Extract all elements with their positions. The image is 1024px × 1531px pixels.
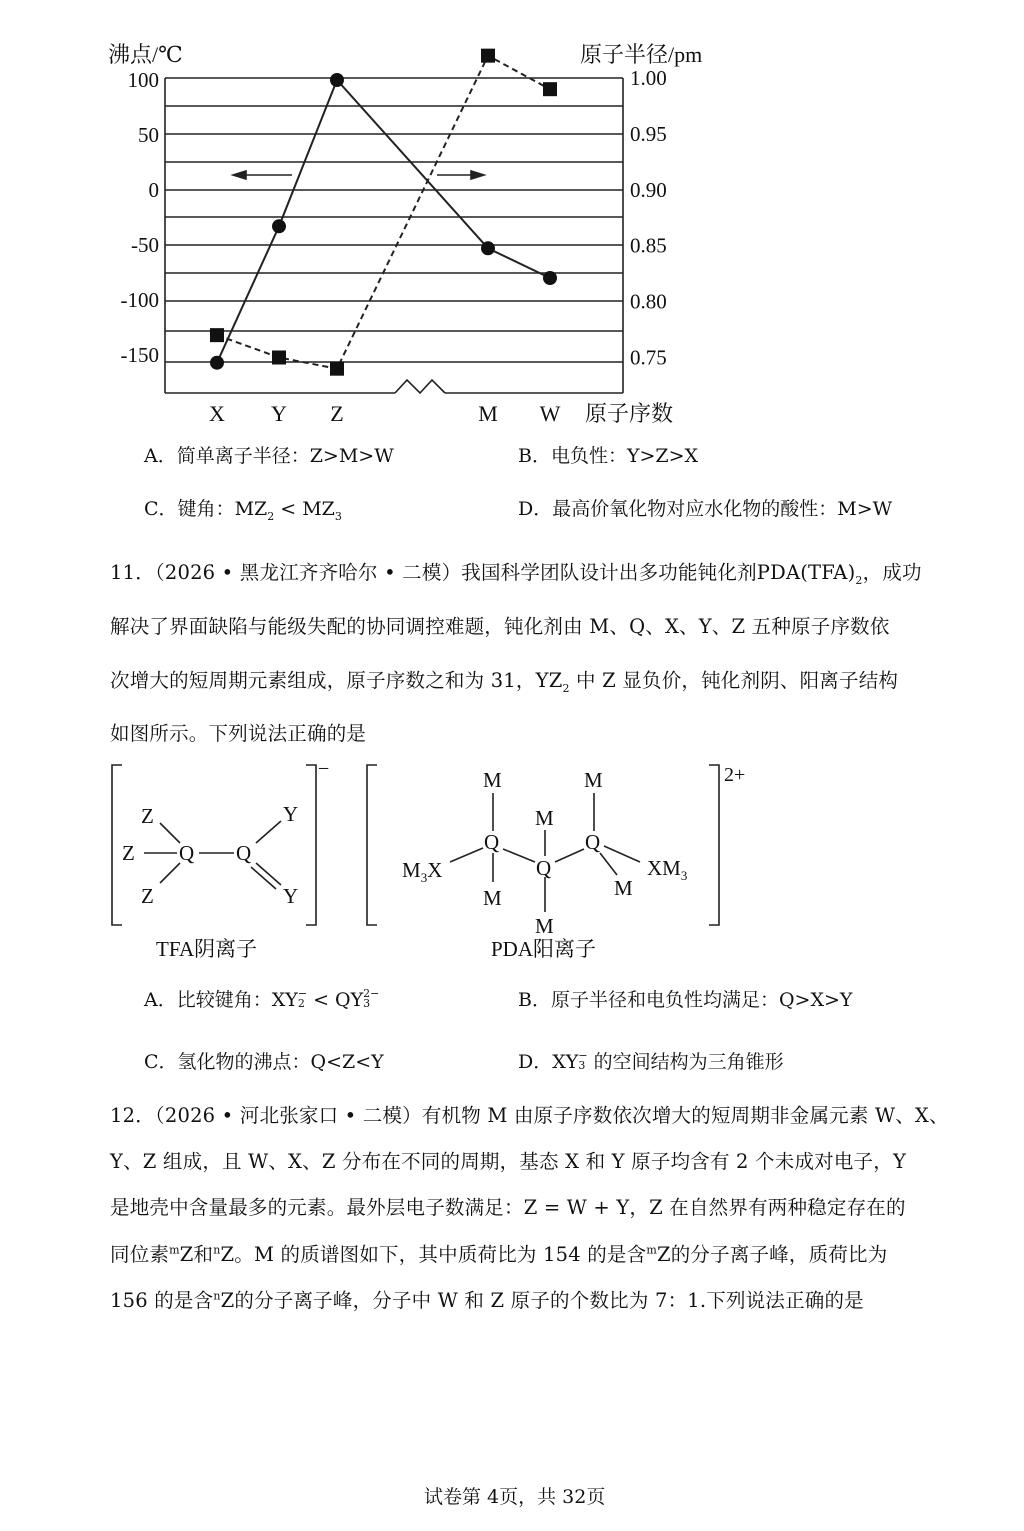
- atom-m: M: [483, 768, 502, 792]
- q10-option-a[interactable]: A．简单离子半径：Z>M>W: [144, 445, 394, 467]
- ytick-left-label: -50: [131, 233, 159, 257]
- page-footer: 试卷第 4页，共 32页: [424, 1486, 606, 1508]
- boiling-point-marker-z: [330, 73, 344, 87]
- boiling-point-marker-y: [272, 219, 286, 233]
- arrow-right-head: [471, 171, 484, 179]
- ion-structure-diagram: [0, 755, 1024, 970]
- chart-gridlines: [165, 78, 623, 362]
- q11-stem-line3: 次增大的短周期元素组成，原子序数之和为 31，$YZ_2$ 中 Z 显负价，钝化剂阴、阳离子结构: [110, 669, 899, 695]
- atom-m: M: [483, 886, 502, 910]
- q12-stem-line4: 同位素$^m$Z和$^n$Z。M 的质谱图如下，其中质荷比为 154 的是含$^m$Z的分子离子峰，质荷比为: [110, 1243, 888, 1266]
- atom-z: Z: [122, 841, 135, 865]
- anion-label: TFA阴离子: [156, 937, 258, 961]
- atom-m: M: [535, 806, 554, 830]
- q11-option-c[interactable]: C．氢化物的沸点：Q<Z<Y: [144, 1051, 384, 1073]
- q10-option-c[interactable]: C．键角：$MZ_2 < MZ_3$: [144, 498, 342, 523]
- atom-m: M: [614, 876, 633, 900]
- ytick-right-label: 0.85: [630, 233, 667, 258]
- boiling-point-marker-w: [543, 271, 557, 285]
- q11-stem-line4: 如图所示。下列说法正确的是: [110, 722, 367, 745]
- radius-marker-x: [210, 328, 224, 342]
- boiling-point-radius-chart: [0, 0, 1024, 440]
- atom-m: M: [584, 768, 603, 792]
- ytick-right-label: 0.95: [630, 121, 667, 146]
- q12-stem-line5: 156 的是含$^n$Z的分子离子峰，分子中 W 和 Z 原子的个数比为 7：1.下列说法正确的是: [110, 1289, 864, 1312]
- arrow-left-head: [233, 171, 246, 179]
- boiling-point-line: [217, 80, 550, 363]
- q11-option-b[interactable]: B．原子半径和电负性均满足：Q>X>Y: [518, 989, 853, 1011]
- ytick-right-label: 0.90: [630, 177, 667, 202]
- ytick-right-label: 0.80: [630, 289, 667, 314]
- ytick-left-label: -100: [120, 288, 159, 312]
- xtick-label-y: Y: [271, 401, 287, 426]
- atomic-radius-line: [217, 56, 550, 369]
- ytick-left-label: 50: [138, 123, 159, 147]
- group-m3x: $M_3X$: [402, 858, 443, 885]
- atom-y: Y: [283, 884, 299, 908]
- ytick-right-label: 0.75: [630, 345, 667, 370]
- radius-marker-w: [543, 82, 557, 96]
- cation-charge: 2+: [724, 764, 746, 786]
- xtick-label-x: X: [209, 401, 225, 426]
- chart-ylabel-left: 沸点/℃: [108, 42, 183, 67]
- xtick-label-m: M: [478, 401, 498, 426]
- boiling-point-marker-x: [210, 356, 224, 370]
- q11-option-a[interactable]: A．比较键角：XY − 2 < QY 2− 3: [144, 987, 380, 1011]
- chart-xticks: [209, 401, 561, 426]
- q12-stem-line3: 是地壳中含量最多的元素。最外层电子数满足：Z = W + Y，Z 在自然界有两种稳定存在的: [110, 1196, 906, 1219]
- atom-q: Q: [236, 841, 252, 865]
- ytick-left-label: -150: [120, 343, 159, 367]
- atom-q: Q: [585, 830, 601, 854]
- radius-marker-y: [272, 351, 286, 365]
- q10-option-b[interactable]: B．电负性：Y>Z>X: [518, 445, 699, 467]
- q10-option-d[interactable]: D．最高价氧化物对应水化物的酸性：M>W: [518, 498, 893, 520]
- anion-bracket-right: [306, 765, 316, 925]
- group-xm3: $XM_3$: [647, 856, 688, 883]
- axis-indicator-arrows: [233, 171, 484, 179]
- cation-label: PDA阳离子: [491, 937, 597, 961]
- q11-stem-line2: 解决了界面缺陷与能级失配的协同调控难题，钝化剂由 M、Q、X、Y、Z 五种原子序数依: [110, 615, 890, 638]
- boiling-point-marker-m: [481, 241, 495, 255]
- q12-stem-line1: 12．（2026 • 河北张家口 • 二模）有机物 M 由原子序数依次增大的短周期非金属元素 W、X、: [110, 1104, 949, 1127]
- xtick-label-w: W: [539, 401, 561, 426]
- atom-q: Q: [484, 830, 500, 854]
- atom-q: Q: [536, 856, 552, 880]
- anion-bracket-left: [112, 765, 122, 925]
- q11-option-d[interactable]: D．XY − 3 的空间结构为三角锥形: [518, 1049, 784, 1073]
- chart-ylabel-right: 原子半径/pm: [580, 42, 703, 67]
- radius-marker-m: [481, 49, 495, 63]
- atom-m: M: [535, 914, 554, 938]
- q12-stem-line2: Y、Z 组成，且 W、X、Z 分布在不同的周期，基态 X 和 Y 原子均含有 2 个未成对电子，Y: [110, 1150, 907, 1173]
- radius-marker-z: [330, 362, 344, 376]
- ytick-right-label: 1.00: [630, 66, 667, 90]
- chart-frame: [165, 78, 623, 393]
- ytick-left-label: 100: [127, 68, 159, 92]
- atom-q: Q: [179, 841, 195, 865]
- chart-yticks-left: [121, 68, 160, 367]
- ytick-left-label: 0: [148, 178, 159, 202]
- chart-xlabel: 原子序数: [585, 401, 674, 426]
- cation-bracket-right: [709, 765, 719, 925]
- anion-charge: −: [318, 758, 330, 780]
- atom-z: Z: [141, 804, 154, 828]
- atom-y: Y: [283, 802, 299, 826]
- xtick-label-z: Z: [330, 401, 344, 426]
- chart-yticks-right: [630, 66, 667, 370]
- cation-bracket-left: [367, 765, 377, 925]
- q11-stem-line1: 11．（2026 • 黑龙江齐齐哈尔 • 二模）我国科学团队设计出多功能钝化剂$PDA(TFA)_2$，成功: [110, 561, 922, 587]
- atom-z: Z: [141, 884, 154, 908]
